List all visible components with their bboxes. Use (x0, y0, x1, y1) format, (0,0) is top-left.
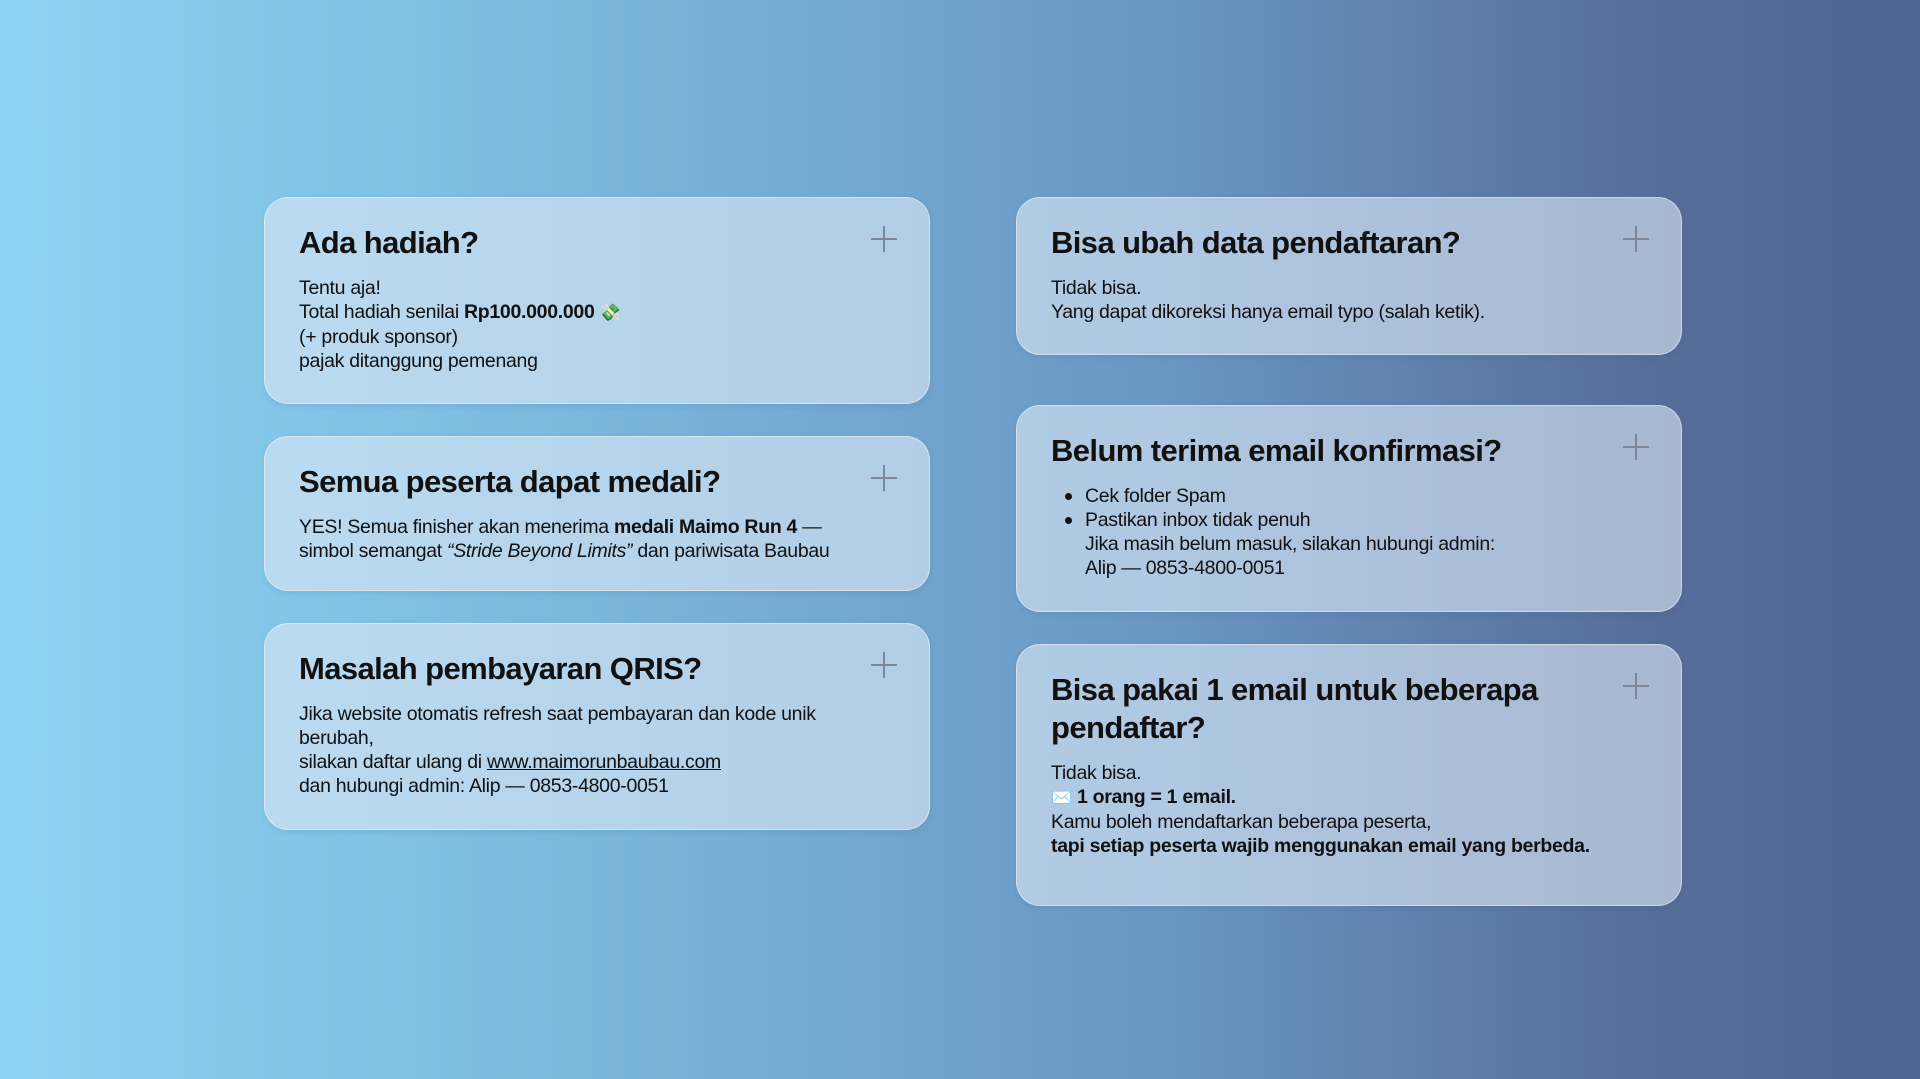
answer-line: Tidak bisa. (1051, 762, 1142, 784)
faq-answer-medali (299, 515, 895, 563)
plus-icon[interactable] (871, 652, 897, 678)
plus-icon[interactable] (871, 226, 897, 252)
answer-line: Jika masih belum masuk, silakan hubungi admin: (1085, 533, 1495, 555)
answer-text: — (797, 516, 822, 538)
plus-icon[interactable] (1623, 434, 1649, 460)
list-item: Cek folder Spam (1085, 484, 1647, 508)
faq-card-hadiah[interactable] (264, 197, 930, 404)
medal-name: medali Maimo Run 4 (613, 516, 798, 538)
answer-line: pajak ditanggung pemenang (299, 350, 538, 372)
admin-contact: Alip — 0853-4800-0051 (1085, 557, 1285, 579)
rule-text: 1 orang = 1 email. (1077, 786, 1236, 808)
answer-text: silakan daftar ulang di (299, 751, 487, 773)
answer-line (299, 750, 895, 774)
prize-amount: Rp100.000.000 (463, 301, 595, 323)
faq-card-qris[interactable] (264, 623, 930, 830)
faq-answer-qris (299, 702, 895, 798)
plus-icon[interactable] (1623, 673, 1649, 699)
faq-card-medali[interactable] (264, 436, 930, 591)
faq-title-email-konfirmasi: Belum terima email konfirmasi? (1051, 433, 1502, 468)
answer-line: Jika website otomatis refresh saat pembayaran dan kode unik (299, 703, 816, 725)
money-icon: 💸 (599, 303, 621, 322)
answer-line: Kamu boleh mendaftarkan beberapa peserta, (1051, 811, 1432, 833)
faq-title-hadiah: Ada hadiah? (299, 225, 479, 260)
bullet-list (1051, 484, 1647, 532)
answer-line (1051, 785, 1647, 810)
answer-text: Total hadiah senilai (299, 301, 464, 323)
faq-title-ubah-data: Bisa ubah data pendaftaran? (1051, 225, 1461, 260)
envelope-icon: ✉️ (1051, 788, 1072, 807)
answer-line (299, 300, 895, 325)
faq-answer-satu-email (1051, 761, 1647, 858)
answer-line: berubah, (299, 727, 374, 749)
faq-title-medali: Semua peserta dapat medali? (299, 464, 721, 499)
answer-line: Yang dapat dikoreksi hanya email typo (salah ketik). (1051, 301, 1485, 323)
answer-line (1051, 834, 1647, 858)
faq-card-email-konfirmasi[interactable] (1016, 405, 1682, 612)
answer-line: Tentu aja! (299, 277, 381, 299)
answer-text: simbol semangat (299, 540, 448, 562)
faq-answer-hadiah (299, 276, 895, 373)
faq-title-satu-email: Bisa pakai 1 email untuk beberapa pendaftar? (1051, 672, 1538, 745)
rule-text: tapi setiap peserta wajib menggunakan email yang berbeda. (1051, 835, 1590, 857)
list-item: Pastikan inbox tidak penuh (1085, 508, 1647, 532)
faq-card-satu-email[interactable] (1016, 644, 1682, 906)
plus-icon[interactable] (871, 465, 897, 491)
slogan: “Stride Beyond Limits” (447, 540, 633, 562)
faq-answer-email-konfirmasi (1051, 484, 1647, 580)
website-link[interactable]: www.maimorunbaubau.com (486, 751, 721, 773)
answer-text: dan pariwisata Baubau (632, 540, 830, 562)
plus-icon[interactable] (1623, 226, 1649, 252)
faq-card-ubah-data[interactable] (1016, 197, 1682, 355)
faq-answer-ubah-data (1051, 276, 1647, 324)
answer-text: YES! Semua finisher akan menerima (299, 516, 614, 538)
faq-title-qris: Masalah pembayaran QRIS? (299, 651, 702, 686)
answer-line: Tidak bisa. (1051, 277, 1142, 299)
answer-line (299, 515, 895, 539)
answer-line (299, 539, 895, 563)
answer-line: dan hubungi admin: Alip — 0853-4800-0051 (299, 775, 669, 797)
answer-line: (+ produk sponsor) (299, 326, 458, 348)
